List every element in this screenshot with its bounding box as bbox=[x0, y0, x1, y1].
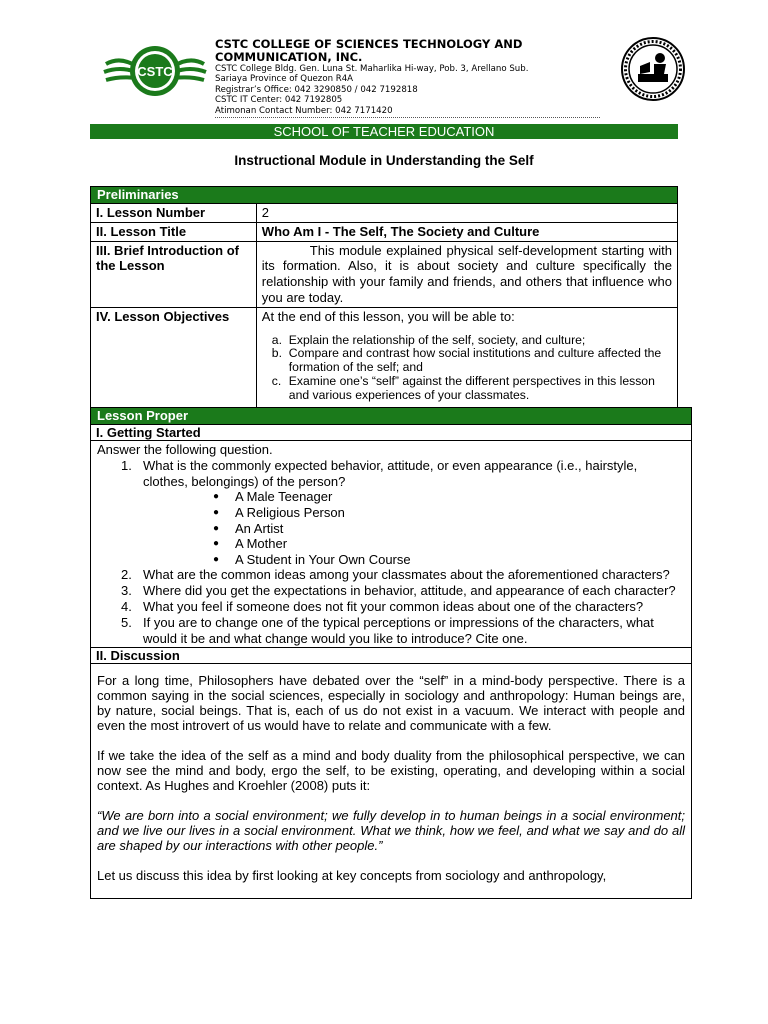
bullet-item: ● An Artist bbox=[213, 520, 284, 536]
bullet-item: ● A Religious Person bbox=[213, 504, 345, 520]
lesson-proper-table bbox=[90, 407, 692, 899]
bullet-item: ● A Mother bbox=[213, 536, 288, 552]
question-item: 5. If you are to change one of the typical perceptions or impressions of the characters, what would it be and what change would you like to introduce? Cite one. bbox=[121, 614, 654, 646]
intro-text: This module explained physical self-development starting with its formation. Also, it is about society and culture specifically the relationship with your family and friends, and others that influence who you are today. bbox=[261, 242, 672, 305]
preliminaries-table bbox=[90, 186, 678, 408]
question-item: 2. What are the common ideas among your classmates about the aforementioned characters? bbox=[121, 567, 670, 583]
objectives-list bbox=[262, 334, 672, 403]
preliminaries-heading: Preliminaries bbox=[91, 187, 678, 204]
discussion-paragraph: For a long time, Philosophers have debated over the “self” in a mind-body perspective. There is a common saying in the social sciences, especially in sociology and anthropology: Human beings are, by nature, social beings. That is, each of us do not exist in a vacuum. We interact with people and even the most introvert of us would have to relate and communicate with a few. bbox=[97, 673, 685, 734]
objectives-row bbox=[91, 307, 678, 407]
school-name-line2: COMMUNICATION, INC. bbox=[215, 50, 363, 64]
discussion-content-row bbox=[91, 664, 692, 899]
bullet-item: ● A Male Teenager bbox=[213, 489, 333, 505]
discussion-quote: “We are born into a social environment; we fully develop in to human beings in a social environment; and we live our lives in a social environment. What we think, how we feel, and what we say and do all are shaped by our interactions with other people.” bbox=[97, 808, 685, 854]
discussion-paragraph: If we take the idea of the self as a mind and body duality from the philosophical perspective, we can now see the mind and body, ergo the self, to be existing, operating, and developing within a social context. As Hughes and Kroehler (2008) puts it: bbox=[97, 748, 685, 794]
lesson-number-value: 2 bbox=[256, 204, 677, 223]
question-item: 1. What is the commonly expected behavior, attitude, or even appearance (i.e., hairstyle, clothes, belongings) of the person? bbox=[121, 457, 638, 489]
header-divider bbox=[215, 117, 600, 118]
discussion-row bbox=[91, 648, 692, 664]
instruction-text: Answer the following question. bbox=[97, 442, 273, 457]
objective-item: c. Examine one’s “self” against the different perspectives in this lesson and various experiences of your classmates. bbox=[271, 373, 655, 402]
school-banner: SCHOOL OF TEACHER EDUCATION bbox=[90, 124, 678, 139]
document-header bbox=[100, 36, 690, 120]
lesson-proper-header-row bbox=[91, 408, 692, 425]
atimonan-phone: Atimonan Contact Number: 042 7171420 bbox=[215, 105, 393, 116]
module-title: Instructional Module in Understanding the Self bbox=[234, 153, 534, 168]
preliminaries-header-row bbox=[91, 187, 678, 204]
objective-item: b. Compare and contrast how social institutions and culture affected the formation of the self; and bbox=[271, 346, 662, 375]
intro-row bbox=[91, 241, 678, 307]
bullet-item: ● A Student in Your Own Course bbox=[213, 551, 411, 567]
teacher-education-seal-icon bbox=[620, 36, 686, 102]
question-item: 4. What you feel if someone does not fit your common ideas about one of the characters? bbox=[121, 598, 644, 614]
school-info bbox=[215, 38, 615, 118]
cstc-logo-icon bbox=[100, 42, 210, 100]
lesson-title-value: Who Am I - The Self, The Society and Culture bbox=[256, 222, 677, 241]
discussion-label: II. Discussion bbox=[91, 648, 692, 664]
lesson-proper-heading: Lesson Proper bbox=[91, 408, 692, 425]
objective-item: a. Explain the relationship of the self, society, and culture; bbox=[271, 332, 586, 347]
discussion-content bbox=[91, 664, 692, 899]
intro-label: III. Brief Introduction of the Lesson bbox=[91, 241, 257, 307]
discussion-paragraph: Let us discuss this idea by first looking at key concepts from sociology and anthropology, bbox=[97, 868, 607, 884]
lesson-title-label: II. Lesson Title bbox=[91, 222, 257, 241]
question-item: 3. Where did you get the expectations in behavior, attitude, and appearance of each character? bbox=[121, 583, 676, 599]
lesson-number-label: I. Lesson Number bbox=[91, 204, 257, 223]
school-address: CSTC College Bldg. Gen. Luna St. Maharlika Hi-way, Pob. 3, Arellano Sub. bbox=[215, 64, 529, 74]
questions-list bbox=[97, 458, 685, 490]
getting-started-content bbox=[91, 441, 692, 648]
getting-started-label: I. Getting Started bbox=[91, 425, 692, 441]
intro-cell bbox=[256, 241, 677, 307]
lesson-title-row bbox=[91, 222, 678, 241]
getting-started-content-row bbox=[91, 441, 692, 648]
objectives-intro: At the end of this lesson, you will be able to: bbox=[261, 308, 515, 324]
registrar-phone: Registrar’s Office: 042 3290850 / 042 7192818 bbox=[215, 84, 418, 95]
getting-started-row bbox=[91, 425, 692, 441]
objectives-label: IV. Lesson Objectives bbox=[91, 307, 257, 407]
it-center-phone: CSTC IT Center: 042 7192805 bbox=[215, 95, 343, 106]
lesson-number-row bbox=[91, 204, 678, 223]
school-province: Sariaya Province of Quezon R4A bbox=[215, 74, 354, 85]
logo-text: CSTC bbox=[137, 64, 173, 79]
questions-list-continued bbox=[97, 567, 685, 646]
school-name-line1: CSTC COLLEGE OF SCIENCES TECHNOLOGY AND bbox=[215, 37, 523, 51]
character-bullets bbox=[97, 489, 685, 567]
objectives-cell bbox=[256, 307, 677, 407]
